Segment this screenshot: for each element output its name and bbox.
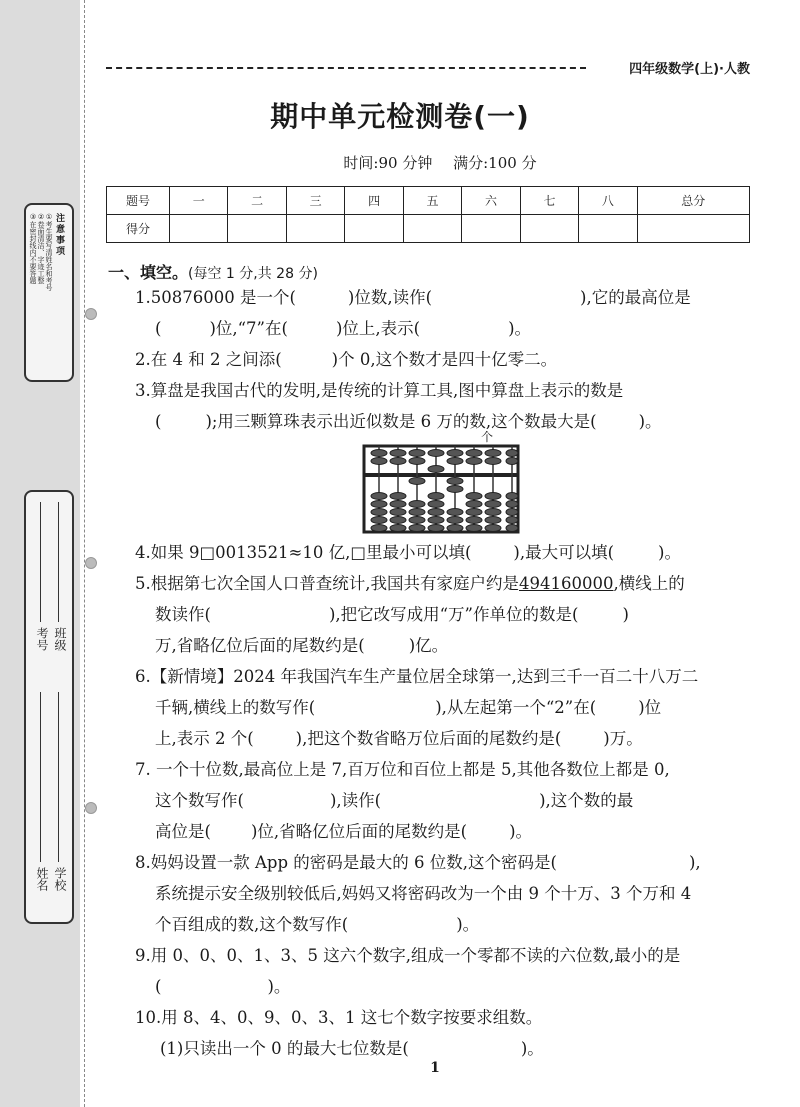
question-text: )位数,读作(	[347, 288, 433, 307]
question-6-line-3	[155, 723, 643, 755]
question-text: )位	[638, 698, 662, 717]
question-5-line-3	[155, 630, 448, 662]
binding-hole	[85, 557, 97, 569]
question-text: ),它的最高位是	[580, 288, 691, 307]
question-text: (	[155, 977, 162, 996]
class-line	[58, 502, 59, 622]
underlined-number: 494160000	[519, 574, 614, 593]
question-text: )。	[508, 319, 531, 338]
question-text: 6.【新情境】2024 年我国汽车生产量位居全球第一,达到三千一百二十八万二	[135, 667, 699, 686]
question-text: 1.50876000 是一个(	[135, 288, 296, 307]
question-8-line-1	[135, 847, 701, 879]
binding-hole	[85, 308, 97, 320]
question-text: ),读作(	[329, 791, 382, 810]
question-8-line-2	[155, 878, 691, 910]
header-dashed-line	[106, 67, 586, 69]
student-info-box	[24, 490, 74, 924]
question-text: )。	[267, 977, 291, 996]
section-title	[108, 260, 318, 283]
question-text: (	[155, 319, 162, 338]
header-tag: 四年级数学(上)·人教	[629, 62, 750, 77]
question-text: )。	[509, 822, 532, 841]
score-table-cell: 得分	[107, 215, 170, 243]
score-table-cell: 总分	[637, 187, 749, 215]
section-title-text: 一、填空。	[108, 263, 189, 282]
question-text: 数读作(	[155, 605, 211, 624]
exam-time: 时间:90 分钟	[343, 154, 433, 172]
question-text: )。	[658, 543, 681, 562]
notice-line: ②卷面清洁、字迹工整	[37, 213, 45, 284]
question-7-line-2	[155, 785, 633, 817]
question-10-line-1	[135, 1002, 542, 1034]
exam-number-line	[40, 502, 41, 622]
question-text: 10.用 8、4、0、9、0、3、1 这七个数字按要求组数。	[135, 1008, 543, 1027]
score-input-cell[interactable]	[520, 215, 578, 243]
question-text: 系统提示安全级别较低后,妈妈又将密码改为一个由 9 个十万、3 个万和 4	[155, 884, 692, 903]
question-7-line-3	[155, 816, 532, 848]
score-input-cell[interactable]	[286, 215, 344, 243]
score-table-cell: 五	[403, 187, 461, 215]
school-label: 学校	[53, 867, 67, 891]
name-line	[40, 692, 41, 862]
abacus-figure	[362, 430, 520, 535]
question-text: 5.根据第七次全国人口普查统计,我国共有家庭户约是	[135, 574, 519, 593]
score-table-cell: 七	[520, 187, 578, 215]
question-text: ),最大可以填(	[513, 543, 615, 562]
question-6-line-1	[135, 661, 698, 693]
question-text: 千辆,横线上的数写作(	[155, 698, 316, 717]
score-table-cell: 二	[228, 187, 286, 215]
exam-info	[0, 152, 800, 173]
question-text: )个 0,这个数才是四十亿零二。	[331, 350, 558, 369]
question-text: 3.算盘是我国古代的发明,是传统的计算工具,图中算盘上表示的数是	[135, 381, 624, 400]
question-text: )位上,表示(	[335, 319, 421, 338]
question-text: 万,省略亿位后面的尾数约是(	[155, 636, 365, 655]
question-text: 7. 一个十位数,最高位上是 7,百万位和百位上都是 5,其他各数位上都是 0,	[135, 760, 670, 779]
score-table-score-row	[107, 215, 750, 243]
notice-lines	[29, 213, 53, 291]
question-text: ),从左起第一个“2”在(	[435, 698, 597, 717]
question-3-line-1	[135, 375, 623, 407]
score-table-header-row	[107, 187, 750, 215]
question-text: ),	[688, 853, 701, 872]
exam-number-label: 考号	[35, 627, 49, 651]
score-input-cell[interactable]	[637, 215, 749, 243]
score-input-cell[interactable]	[579, 215, 637, 243]
score-input-cell[interactable]	[228, 215, 286, 243]
question-text: )万。	[603, 729, 643, 748]
abacus-icon	[362, 430, 520, 535]
page-number: 1	[430, 1060, 440, 1076]
question-text: 8.妈妈设置一款 App 的密码是最大的 6 位数,这个密码是(	[135, 853, 557, 872]
score-table-cell: 八	[579, 187, 637, 215]
question-text: ),把它改写成用“万”作单位的数是(	[328, 605, 579, 624]
question-text: )位,“7”在(	[209, 319, 288, 338]
score-table-cell: 四	[345, 187, 403, 215]
score-input-cell[interactable]	[462, 215, 520, 243]
question-text: 这个数写作(	[155, 791, 244, 810]
question-1-line-2	[155, 313, 531, 345]
question-text: ),这个数的最	[539, 791, 634, 810]
question-text: )。	[638, 412, 662, 431]
abacus-ones-label: 个	[481, 430, 494, 444]
notice-line: ③在密封线内不要答题	[29, 213, 37, 284]
question-5-line-2	[155, 599, 629, 631]
score-table-cell: 六	[462, 187, 520, 215]
score-table-cell: 一	[170, 187, 228, 215]
question-7-line-1	[135, 754, 670, 786]
name-label: 姓名	[35, 867, 49, 891]
question-text: ,横线上的	[613, 574, 685, 593]
question-text: (1)只读出一个 0 的最大七位数是(	[160, 1039, 409, 1058]
question-text: 个百组成的数,这个数写作(	[155, 915, 349, 934]
question-text: 9.用 0、0、0、1、3、5 这六个数字,组成一个零都不读的六位数,最小的是	[135, 946, 681, 965]
question-8-line-3	[155, 909, 479, 941]
score-table-cell: 题号	[107, 187, 170, 215]
question-6-line-2	[155, 692, 661, 724]
section-note: (每空 1 分,共 28 分)	[188, 266, 318, 282]
question-1-line-1	[135, 282, 691, 314]
question-2	[135, 344, 557, 376]
question-text: 4.如果 9□0013521≈10 亿,□里最小可以填(	[135, 543, 472, 562]
score-input-cell[interactable]	[345, 215, 403, 243]
question-5-line-1	[135, 568, 685, 600]
question-text: 高位是(	[155, 822, 211, 841]
question-text: )	[622, 605, 629, 624]
question-text: (	[155, 412, 162, 431]
notice-box	[24, 203, 74, 382]
binding-hole	[85, 802, 97, 814]
score-input-cell[interactable]	[403, 215, 461, 243]
score-table	[106, 186, 750, 243]
score-input-cell[interactable]	[170, 215, 228, 243]
question-text: 2.在 4 和 2 之间添(	[135, 350, 282, 369]
class-label: 班级	[53, 627, 67, 651]
exam-full-score: 满分:100 分	[453, 154, 537, 172]
page-title: 期中单元检测卷(一)	[270, 100, 530, 133]
question-text: );用三颗算珠表示出近似数是 6 万的数,这个数最大是(	[205, 412, 597, 431]
question-text: )位,省略亿位后面的尾数约是(	[250, 822, 468, 841]
question-9-line-2	[155, 971, 290, 1003]
question-text: 上,表示 2 个(	[155, 729, 254, 748]
question-9-line-1	[135, 940, 680, 972]
page-header	[106, 58, 750, 78]
question-text: )。	[520, 1039, 544, 1058]
question-4	[135, 537, 681, 569]
question-text: )。	[456, 915, 480, 934]
question-text: ),把这个数省略万位后面的尾数约是(	[295, 729, 562, 748]
notice-line: ①考生要写清姓名和考号	[45, 213, 53, 291]
score-table-cell: 三	[286, 187, 344, 215]
notice-title: 注意事项	[54, 213, 64, 257]
school-line	[58, 692, 59, 862]
question-text: )亿。	[408, 636, 449, 655]
